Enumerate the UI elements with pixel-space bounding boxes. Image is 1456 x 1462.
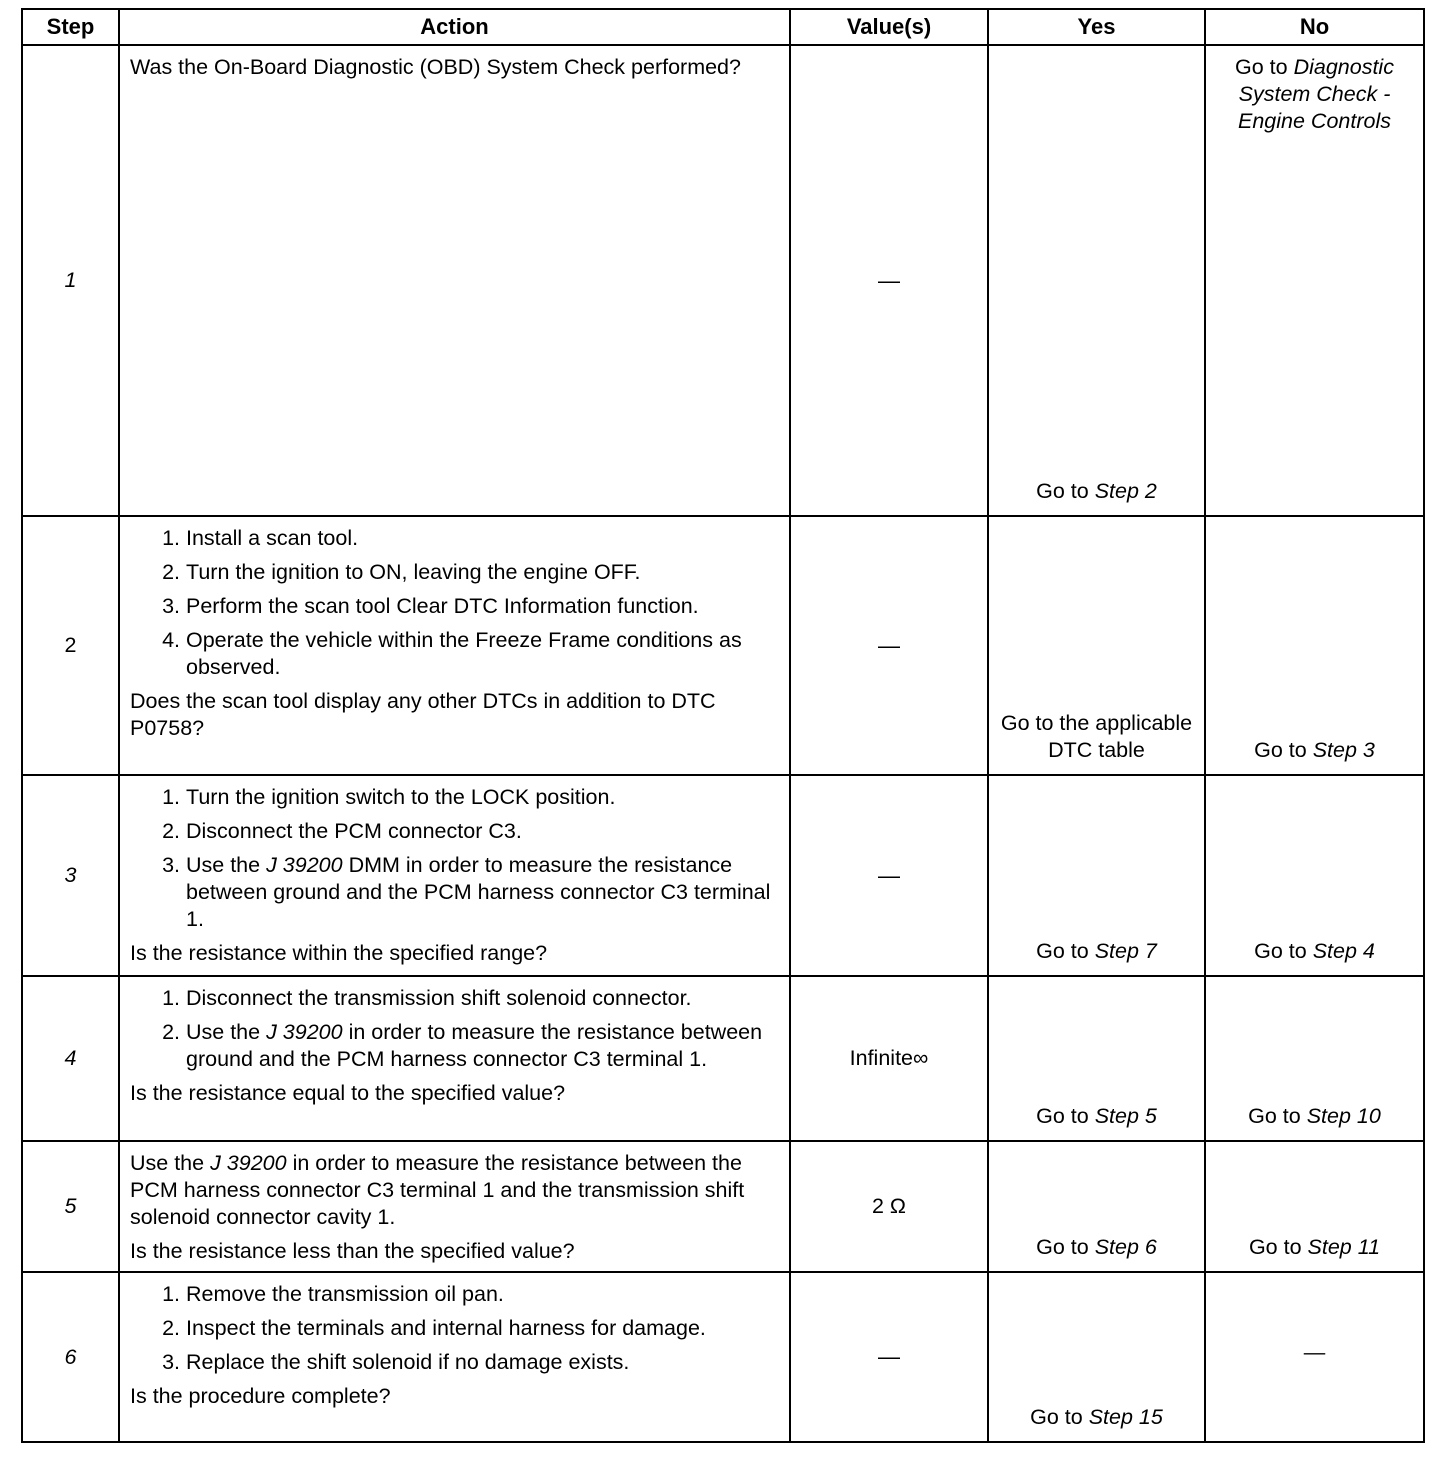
value-text: — [878,267,900,293]
step-text: DMM in order to measure the resistance between ground and the PCM harness connector C3 terminal 1. [186,853,771,931]
no-step-ref: Step 3 [1312,738,1375,762]
table-row [22,1272,1424,1442]
yes-prefix: Go to [1036,1104,1095,1128]
value-text: 2 Ω [871,1194,906,1218]
no-prefix: Go to [1248,1104,1307,1128]
value-cell [790,775,988,976]
table-row [22,45,1424,516]
header-values: Value(s) [790,9,988,45]
value-text: Infinite∞ [849,1046,929,1070]
yes-cell [988,1141,1205,1272]
header-action: Action [119,9,790,45]
action-question: Is the resistance within the specified range? [130,941,548,965]
no-text: — [1303,1339,1326,1364]
action-intro [130,1150,777,1231]
no-cell [1205,516,1424,775]
step-number: 6 [22,1272,119,1442]
step-text: in order to measure the resistance between ground and the PCM harness connector C3 terminal 1. [186,1020,763,1071]
no-prefix: Go to [1254,738,1313,762]
header-row [22,9,1424,45]
action-step-item: 3. Perform the scan tool Clear DTC Information function. [186,593,777,620]
header-yes: Yes [988,9,1205,45]
yes-prefix: Go to [1036,479,1095,503]
step-text: Use the [186,1020,267,1044]
action-step-item: 1. Install a scan tool. [186,525,777,552]
action-question: Was the On-Board Diagnostic (OBD) System Check performed? [130,55,741,79]
action-step-item [186,852,777,933]
diagnostic-table [21,8,1425,1443]
action-step-item: 1. Remove the transmission oil pan. [186,1281,777,1308]
tool-ref: J 39200 [266,1020,343,1044]
value-cell [790,1141,988,1272]
no-cell [1205,1141,1424,1272]
header-step: Step [22,9,119,45]
action-cell [119,775,790,976]
no-prefix: Go to [1235,55,1294,79]
no-step-ref: Step 10 [1306,1104,1381,1128]
value-cell [790,1272,988,1442]
action-step-item: 3. Replace the shift solenoid if no damage exists. [186,1349,777,1376]
step-number: 2 [22,516,119,775]
table-row [22,516,1424,775]
action-steps [130,784,777,933]
no-cell [1205,775,1424,976]
step-text: Use the [130,1151,211,1175]
yes-step-ref: Step 15 [1088,1405,1163,1429]
yes-cell [988,775,1205,976]
step-number: 1 [22,45,119,516]
yes-step-ref: Step 7 [1094,939,1157,963]
action-cell [119,1141,790,1272]
no-step-ref: Diagnostic System Check - Engine Controls [1238,55,1394,133]
yes-cell [988,516,1205,775]
tool-ref: J 39200 [266,853,343,877]
step-number: 4 [22,976,119,1141]
action-step-item: 2. Disconnect the PCM connector C3. [186,818,777,845]
step-number: 3 [22,775,119,976]
table-row [22,775,1424,976]
value-cell [790,976,988,1141]
yes-cell [988,1272,1205,1442]
action-step-item: 1. Disconnect the transmission shift solenoid connector. [186,985,777,1012]
no-prefix: Go to [1248,1235,1308,1259]
action-step-item: 2. Inspect the terminals and internal harness for damage. [186,1315,777,1342]
no-step-ref: Step 11 [1307,1235,1381,1259]
yes-cell [988,45,1205,516]
table-row [22,976,1424,1141]
action-cell [119,45,790,516]
action-step-item: 2. Turn the ignition to ON, leaving the engine OFF. [186,559,777,586]
step-text: Use the [186,853,267,877]
action-step-item: 4. Operate the vehicle within the Freeze Frame conditions as observed. [186,627,777,681]
yes-prefix: Go to [1036,939,1095,963]
yes-text: Go to the applicable DTC table [1000,711,1193,762]
no-cell [1205,45,1424,516]
value-text: — [878,862,900,888]
action-step-item [186,1019,777,1073]
value-text: — [878,632,900,658]
no-prefix: Go to [1254,939,1313,963]
yes-cell [988,976,1205,1141]
action-cell [119,516,790,775]
action-step-item: 1. Turn the ignition switch to the LOCK position. [186,784,777,811]
no-cell [1205,1272,1424,1442]
action-steps [130,985,777,1073]
value-cell [790,45,988,516]
value-text: — [878,1344,900,1369]
tool-ref: J 39200 [210,1151,287,1175]
action-question: Is the resistance equal to the specified value? [130,1081,566,1105]
action-cell [119,976,790,1141]
no-cell [1205,976,1424,1141]
yes-prefix: Go to [1036,1235,1095,1259]
action-question: Is the resistance less than the specified value? [130,1239,575,1263]
table-row [22,1141,1424,1272]
action-steps [130,525,777,681]
yes-step-ref: Step 5 [1094,1104,1157,1128]
yes-step-ref: Step 2 [1094,479,1157,503]
yes-prefix: Go to [1030,1405,1089,1429]
no-step-ref: Step 4 [1312,939,1375,963]
header-no: No [1205,9,1424,45]
yes-step-ref: Step 6 [1094,1235,1157,1259]
value-cell [790,516,988,775]
action-question: Is the procedure complete? [130,1384,391,1408]
action-cell [119,1272,790,1442]
step-text: in order to measure the resistance between the PCM harness connector C3 terminal 1 and the transmission shift solenoid connector cavity 1. [130,1151,745,1229]
action-question: Does the scan tool display any other DTCs in addition to DTC P0758? [130,689,716,740]
action-steps [130,1281,777,1376]
step-number: 5 [22,1141,119,1272]
